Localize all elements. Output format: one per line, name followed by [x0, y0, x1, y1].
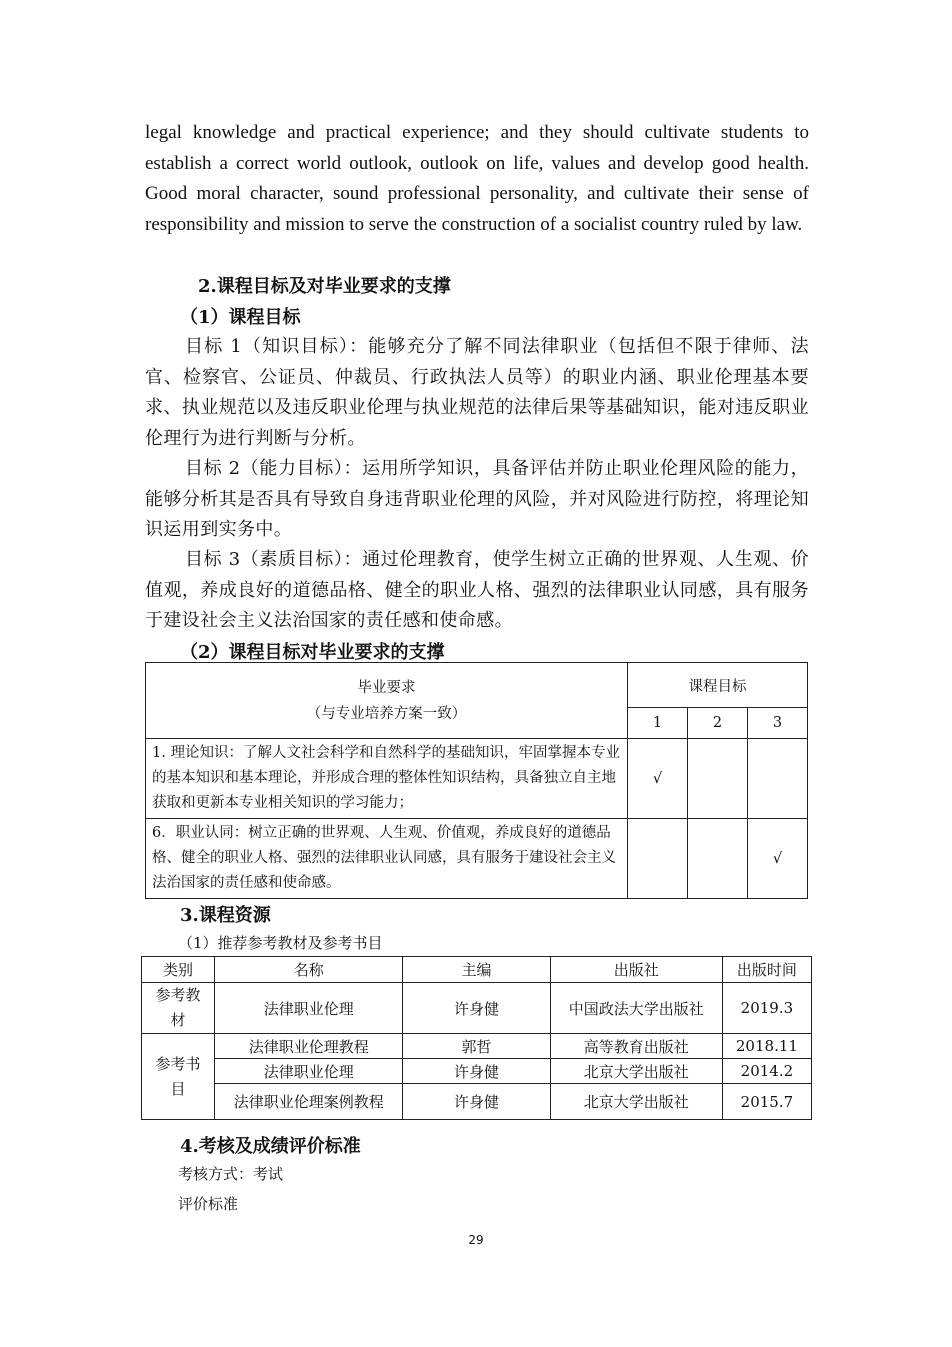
th-date: 出版时间	[722, 957, 811, 983]
table-row	[142, 983, 812, 1034]
req-header-line2: （与专业培养方案一致）	[306, 705, 467, 722]
book-date: 2019.3	[722, 983, 811, 1034]
intro-paragraph: legal knowledge and practical experience; and they should cultivate students to establish a correct world outlook, outlook on life, values and develop good health. Good moral character, sound professional personality, and cultivate their sense of responsibility and mission to serve the construction of a socialist country ruled by law.	[145, 122, 809, 235]
section2-sub1-heading: （1）课程目标	[180, 307, 301, 328]
assessment-method: 考核方式：考试	[178, 1165, 284, 1183]
book-name: 法律职业伦理	[215, 983, 403, 1034]
req-cell: 6．职业认同：树立正确的世界观、人生观、价值观，养成良好的道德品格、健全的职业人格、强烈的法律职业认同感，具有服务于建设社会主义法治国家的责任感和使命感。	[146, 819, 628, 899]
book-publisher: 北京大学出版社	[550, 1059, 722, 1084]
category-bibliography: 参考书目	[142, 1034, 215, 1120]
table-row	[146, 819, 808, 899]
th-editor: 主编	[403, 957, 550, 983]
book-editor: 郭哲	[403, 1034, 550, 1059]
book-date: 2018.11	[722, 1034, 811, 1059]
mark-cell	[688, 819, 748, 899]
table-row	[142, 1059, 812, 1084]
book-name: 法律职业伦理案例教程	[215, 1084, 403, 1120]
mark-cell	[748, 739, 808, 819]
section2-sub2-heading: （2）课程目标对毕业要求的支撑	[180, 642, 445, 663]
section3-sub1: （1）推荐参考教材及参考书目	[178, 934, 383, 952]
table-row	[146, 739, 808, 819]
mark-cell: √	[628, 739, 688, 819]
book-publisher: 高等教育出版社	[550, 1034, 722, 1059]
goal-header-cell: 课程目标	[628, 663, 808, 708]
section4-heading: 4.考核及成绩评价标准	[180, 1136, 361, 1157]
goal-col-1: 1	[628, 708, 688, 739]
th-publisher: 出版社	[550, 957, 722, 983]
support-table	[145, 662, 808, 899]
table-row	[142, 1034, 812, 1059]
section2-heading: 2.课程目标及对毕业要求的支撑	[198, 276, 451, 297]
book-publisher: 中国政法大学出版社	[550, 983, 722, 1034]
book-editor: 许身健	[403, 983, 550, 1034]
th-name: 名称	[215, 957, 403, 983]
goal-col-3: 3	[748, 708, 808, 739]
book-date: 2015.7	[722, 1084, 811, 1120]
book-editor: 许身健	[403, 1059, 550, 1084]
book-date: 2014.2	[722, 1059, 811, 1084]
req-header-line1: 毕业要求	[357, 679, 416, 696]
goal2-paragraph: 目标 2（能力目标）：运用所学知识，具备评估并防止职业伦理风险的能力，能够分析其是否具有导致自身违背职业伦理的风险，并对风险进行防控，将理论知识运用到实务中。	[145, 458, 809, 540]
table-row	[142, 1084, 812, 1120]
category-textbook: 参考教材	[142, 983, 215, 1034]
assessment-criteria: 评价标准	[178, 1195, 239, 1213]
books-table	[141, 956, 812, 1120]
book-name: 法律职业伦理教程	[215, 1034, 403, 1059]
section3-heading: 3.课程资源	[180, 905, 271, 926]
book-editor: 许身健	[403, 1084, 550, 1120]
mark-cell: √	[748, 819, 808, 899]
goal-col-2: 2	[688, 708, 748, 739]
req-header-cell	[146, 663, 628, 739]
goal3-paragraph: 目标 3（素质目标）：通过伦理教育，使学生树立正确的世界观、人生观、价值观，养成良好的道德品格、健全的职业人格、强烈的法律职业认同感，具有服务于建设社会主义法治国家的责任感和使命感。	[145, 549, 809, 631]
th-category: 类别	[142, 957, 215, 983]
page-number: 29	[468, 1233, 484, 1247]
goal1-paragraph: 目标 1（知识目标）：能够充分了解不同法律职业（包括但不限于律师、法官、检察官、公证员、仲裁员、行政执法人员等）的职业内涵、职业伦理基本要求、执业规范以及违反职业伦理与执业规范的法律后果等基础知识，能对违反职业伦理行为进行判断与分析。	[145, 336, 809, 449]
mark-cell	[688, 739, 748, 819]
req-cell: 1. 理论知识：了解人文社会科学和自然科学的基础知识，牢固掌握本专业的基本知识和基本理论，并形成合理的整体性知识结构，具备独立自主地获取和更新本专业相关知识的学习能力；	[146, 739, 628, 819]
mark-cell	[628, 819, 688, 899]
book-publisher: 北京大学出版社	[550, 1084, 722, 1120]
book-name: 法律职业伦理	[215, 1059, 403, 1084]
